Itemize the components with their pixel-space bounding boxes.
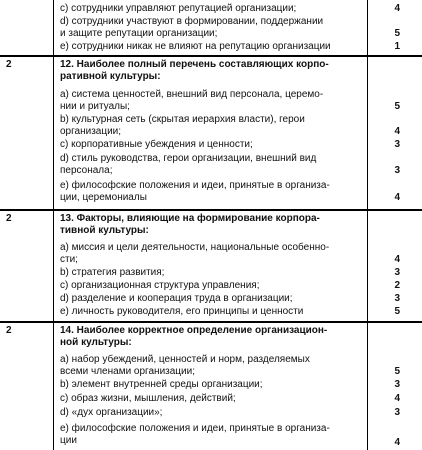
option-score: 3	[394, 293, 400, 304]
block-number: 2	[6, 59, 12, 70]
row-divider	[0, 55, 422, 57]
option-score: 5	[394, 366, 400, 377]
option-text: a) набор убеждений, ценностей и норм, разделяемых	[60, 354, 310, 365]
option-text: d) разделение и кооперация труда в организации;	[60, 293, 293, 304]
option-score: 3	[394, 139, 400, 150]
question-title: 14. Наиболее корректное определение организацион-	[60, 325, 328, 336]
option-score: 3	[394, 379, 400, 390]
option-text: c) сотрудники управляют репутацией организации;	[60, 3, 297, 14]
column-divider	[367, 0, 368, 450]
option-text: d) сотрудники участвуют в формировании, поддержании	[60, 16, 324, 27]
option-score: 4	[394, 437, 400, 448]
option-score: 5	[394, 101, 400, 112]
option-text: b) стратегия развития;	[60, 267, 165, 278]
option-text: d) «дух организации»;	[60, 407, 163, 418]
question-title: 12. Наиболее полный перечень составляющих корпо-	[60, 59, 329, 70]
question-title: ративной культуры:	[60, 71, 161, 82]
option-score: 5	[394, 306, 400, 317]
option-text: e) личность руководителя, его принципы и ценности	[60, 306, 304, 317]
option-text: e) философские положения и идеи, принятые в организа-	[60, 180, 330, 191]
option-text: b) элемент внутренней среды организации;	[60, 379, 263, 390]
option-text: ции	[60, 435, 77, 446]
option-score: 3	[394, 165, 400, 176]
option-score: 3	[394, 407, 400, 418]
option-text: и защите репутации организации;	[60, 28, 218, 39]
option-text: b) культурная сеть (скрытая иерархия власти), герои	[60, 114, 305, 125]
row-divider	[0, 321, 422, 323]
option-score: 4	[394, 192, 400, 203]
column-divider	[53, 0, 54, 450]
option-score: 2	[394, 280, 400, 291]
option-score: 4	[394, 126, 400, 137]
option-text: всеми членами организации;	[60, 366, 195, 377]
option-text: сти;	[60, 254, 78, 265]
option-text: a) миссия и цели деятельности, национальные особенно-	[60, 242, 330, 253]
option-text: ции, церемониалы	[60, 192, 147, 203]
option-score: 1	[394, 41, 400, 52]
block-number: 2	[6, 213, 12, 224]
option-text: c) корпоративные убеждения и ценности;	[60, 139, 253, 150]
block-number: 2	[6, 325, 12, 336]
option-text: c) образ жизни, мышления, действий;	[60, 393, 236, 404]
option-text: d) стиль руководства, герои организации, внешний вид	[60, 153, 317, 164]
option-score: 5	[394, 28, 400, 39]
option-text: нии и ритуалы;	[60, 101, 130, 112]
option-text: a) система ценностей, внешний вид персонала, церемо-	[60, 89, 324, 100]
row-divider	[0, 209, 422, 211]
option-text: e) философские положения и идеи, принятые в организа-	[60, 423, 330, 434]
option-text: организации;	[60, 126, 122, 137]
option-text: c) организационная структура управления;	[60, 280, 260, 291]
option-score: 3	[394, 267, 400, 278]
question-title: тивной культуры:	[60, 225, 149, 236]
option-text: e) сотрудники никак не влияют на репутацию организации	[60, 41, 331, 52]
option-score: 4	[394, 254, 400, 265]
option-score: 4	[394, 3, 400, 14]
question-title: ной культуры:	[60, 337, 132, 348]
option-text: персонала;	[60, 165, 113, 176]
option-score: 4	[394, 393, 400, 404]
question-title: 13. Факторы, влияющие на формирование корпора-	[60, 213, 320, 224]
